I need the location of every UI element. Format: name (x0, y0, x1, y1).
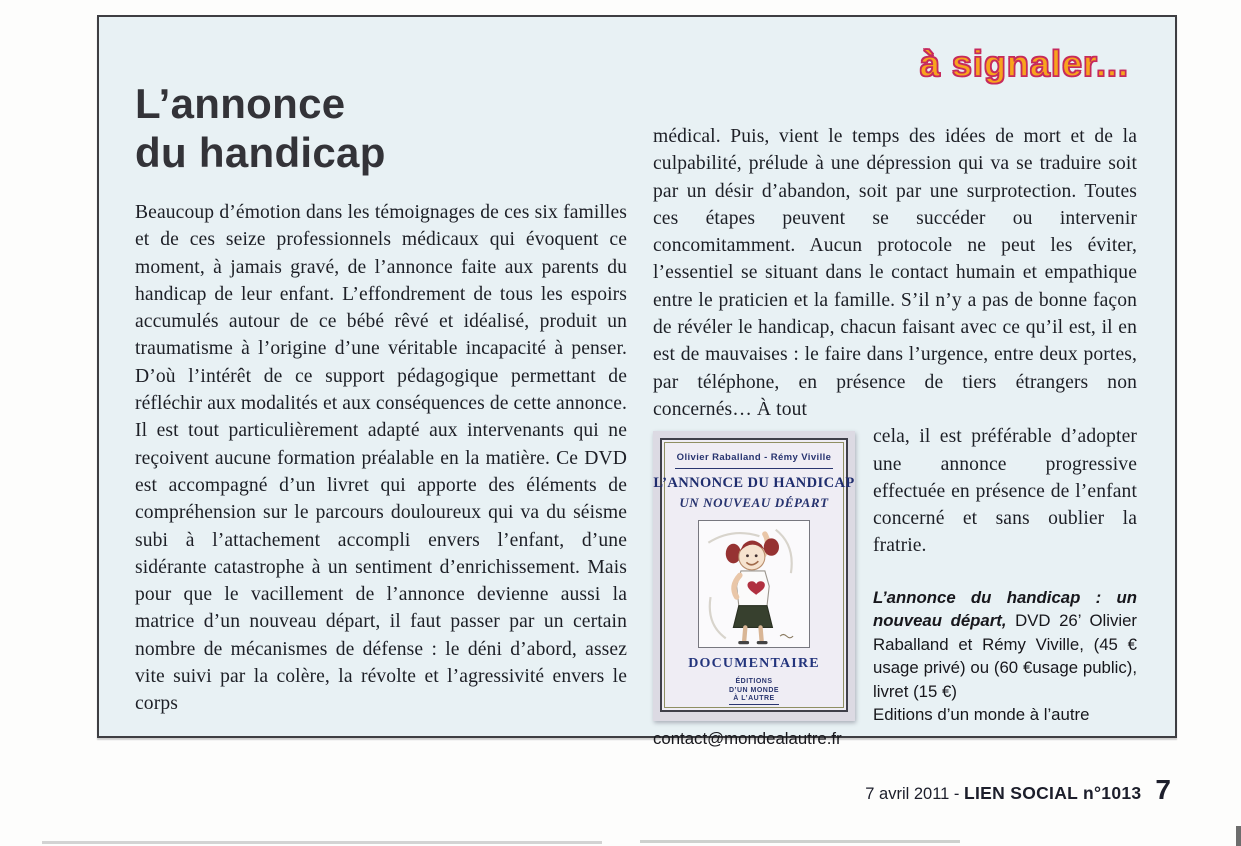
dvd-cover-subtitle: UN NOUVEAU DÉPART (679, 495, 829, 511)
right-column (653, 17, 1137, 750)
scan-artifact-mid (640, 840, 960, 843)
article-body-right-part2: cela, il est préférable d’adopter une annonce progressive effectuée en présence de l’enfant concerné et sans oublier la fratrie. (873, 426, 1137, 557)
publisher-line1: ÉDITIONS (735, 678, 773, 686)
article-body-left: Beaucoup d’émotion dans les témoignages de ces six familles et de ces seize professionnels médicaux qui évoquent ce moment, à jamais gravé, de l’annonce faite aux parents du handicap de leur enfant. L’effondrement de tous les espoirs accumulés autour de ce bébé rêvé et idéalisé, produit un traumatisme à l’origine d’une véritable incapacité à penser. D’où l’intérêt de ce support pédagogique permettant de réfléchir aux modalités et aux conséquences de cette annonce. Il est tout particulièrement adapté aux intervenants qui ne reçoivent aucune formation préalable en la matière. Ce DVD est accompagné d’un livret qui apporte des éléments de compréhension sur le parcours douloureux qui va du séisme subi à l’attachement accompli envers l’enfant, d’une sidérante catastrophe à un sentiment d’enrichissement. Mais pour que le vacillement de l’annonce devienne aussi la matrice d’un nouveau départ, il faut passer par un certain nombre de mécanismes de défense : le déni d’abord, assez vite suivi par la colère, la révolte et l’agressivité envers le corps (135, 202, 627, 715)
section-header-a-signaler: à signaler... (919, 43, 1129, 84)
left-column (135, 17, 627, 750)
dvd-cover-genre: DOCUMENTAIRE (688, 656, 820, 672)
dvd-cover (653, 431, 855, 721)
dvd-caption-email: contact@mondealautre.fr (653, 728, 842, 748)
footer-journal-name: LIEN SOCIAL n°1013 (964, 783, 1142, 803)
footer-date: 7 avril 2011 - (865, 785, 965, 803)
article-title-line2: du handicap (135, 129, 386, 176)
scan-artifact-right (1236, 826, 1241, 846)
dvd-caption-publisher: Editions d’un monde à l’autre (873, 705, 1090, 725)
dvd-cover-authors: Olivier Raballand - Rémy Viville (676, 452, 832, 464)
dvd-caption-title: L’annonce du handicap : un nouveau départ, (873, 587, 1137, 631)
scan-artifact-left (42, 841, 602, 844)
page-footer (865, 774, 1171, 806)
child-drawing-icon (699, 521, 809, 647)
publisher-logo (729, 678, 779, 705)
footer-page-number: 7 (1155, 774, 1171, 805)
dvd-cover-title: L’ANNONCE DU HANDICAP (653, 475, 855, 492)
dvd-caption-details: DVD 26’ Olivier Raballand et Rémy Viville, (45 € usage privé) ou (60 €usage public), livret (15 €) (873, 611, 1137, 701)
article-columns (99, 17, 1175, 750)
publisher-line2: D’UN MONDE (728, 686, 780, 694)
article-title (135, 79, 627, 177)
dvd-cover-frame (653, 438, 855, 712)
article-title-line1: L’annonce (135, 80, 346, 127)
dvd-cover-illustration (698, 520, 810, 648)
article-body-right-part1: médical. Puis, vient le temps des idées de mort et de la culpabilité, prélude à une dépression qui va se traduire soit par un désir d’abandon, soit par une surprotection. Toutes ces étapes peuvent se succéder ou intervenir concomitamment. Aucun protocole ne peut les éviter, l’essentiel se situant dans le contact humain et empathique entre le praticien et la famille. S’il n’y a pas de bonne façon de révéler le handicap, chacun faisant avec ce qu’il est, il en est de mauvaises : le faire dans l’urgence, entre deux portes, par téléphone, en présence de tiers étrangers non concernés… À tout (653, 126, 1137, 420)
dvd-cover-rule (675, 468, 833, 469)
article-panel (97, 15, 1177, 748)
publisher-line3: À L’AUTRE (729, 695, 779, 705)
